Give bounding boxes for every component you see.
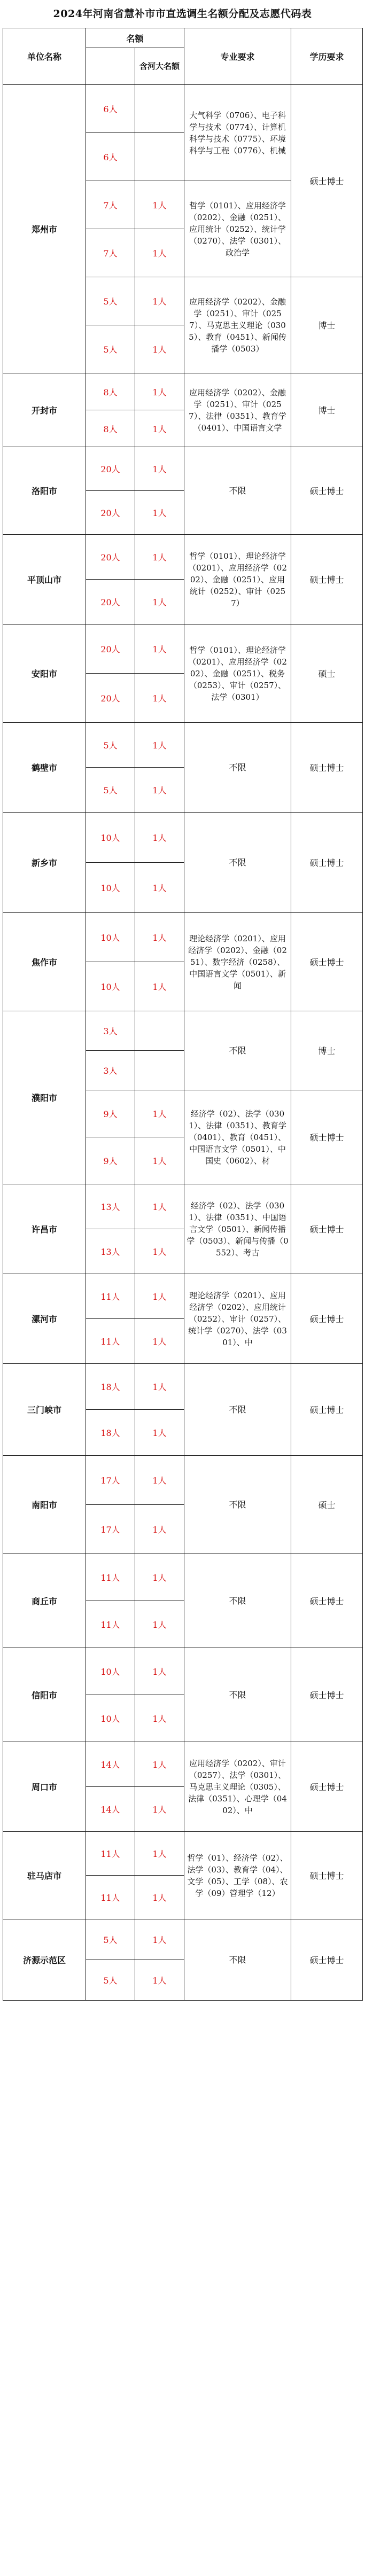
degree-requirement: 硕士博士: [291, 535, 363, 625]
degree-requirement: 硕士博士: [291, 85, 363, 277]
major-text: 哲学（01）、经济学（02）、法学（03）、教育学（04）、文学（05）、工学（08）、农学（09）管理学（12）: [187, 1853, 288, 1898]
major-requirement: [184, 625, 291, 723]
table-row: [3, 1742, 363, 1787]
city-name: 商丘市: [3, 1554, 86, 1648]
major-text: 经济学（02）、法学（0301）、法律（0351）、中国语言文学（0501）、新闻传播学（0503）、新闻与传播（0552）、考古: [187, 1200, 289, 1258]
major-requirement: 不限: [184, 1554, 291, 1648]
table-row: [3, 625, 363, 674]
degree-requirement: 硕士博士: [291, 1648, 363, 1742]
header-unit: 单位名称: [3, 28, 86, 85]
major-requirement: [184, 1832, 291, 1919]
city-name: 洛阳市: [3, 447, 86, 535]
major-requirement: [184, 535, 291, 625]
city-name: 郑州市: [3, 85, 86, 373]
henu-quota-cell: 1人: [135, 1832, 184, 1876]
quota-cell: 11人: [86, 1319, 135, 1364]
degree-requirement: 硕士博士: [291, 813, 363, 913]
henu-quota-cell: 1人: [135, 1410, 184, 1456]
header-quota: 名额: [86, 28, 184, 48]
header-quota-sub: 含河大名额: [135, 48, 184, 85]
major-requirement: 不限: [184, 1919, 291, 2001]
degree-requirement: 硕士博士: [291, 1184, 363, 1274]
quota-cell: 20人: [86, 491, 135, 535]
quota-cell: 18人: [86, 1410, 135, 1456]
city-name: 信阳市: [3, 1648, 86, 1742]
quota-cell: 6人: [86, 133, 135, 181]
table-row: [3, 1011, 363, 1051]
henu-quota-cell: 1人: [135, 373, 184, 410]
table-row: [3, 1456, 363, 1505]
table-row: [3, 1648, 363, 1695]
major-requirement: [184, 85, 291, 181]
quota-cell: 8人: [86, 410, 135, 447]
quota-cell: 20人: [86, 625, 135, 674]
table-row: [3, 1832, 363, 1876]
major-requirement: [184, 1090, 291, 1184]
major-requirement: 不限: [184, 1011, 291, 1090]
major-requirement: [184, 1274, 291, 1364]
header-row: [3, 28, 363, 48]
henu-quota-cell: 1人: [135, 1090, 184, 1137]
quota-cell: 20人: [86, 535, 135, 580]
city-name: 济源示范区: [3, 1919, 86, 2001]
henu-quota-cell: 1人: [135, 962, 184, 1011]
henu-quota-cell: 1人: [135, 1787, 184, 1832]
header-degree: 学历要求: [291, 28, 363, 85]
major-requirement: [184, 913, 291, 1011]
major-text: 应用经济学（0202）、金融学（0251）、审计（0257）、马克思主义理论（0305）、教育（0451）、新闻传播学（0503）: [189, 296, 286, 354]
table-row: [3, 535, 363, 580]
henu-quota-cell: 1人: [135, 535, 184, 580]
quota-cell: 11人: [86, 1832, 135, 1876]
major-requirement: 不限: [184, 723, 291, 813]
quota-cell: 20人: [86, 580, 135, 625]
degree-requirement: 硕士博士: [291, 1364, 363, 1456]
major-requirement: [184, 277, 291, 373]
table-row: [3, 913, 363, 962]
major-text: 哲学（0101）、理论经济学（0201）、应用经济学（0202）、金融（0251）、应用统计（0252）、审计（0257）: [188, 551, 287, 608]
henu-quota-cell: 1人: [135, 674, 184, 723]
major-text: 经济学（02）、法学（0301）、法律（0351）、教育学（0401）、教育（0451）、中国语言文学（0501）、中国史（0602）、材: [189, 1109, 286, 1166]
henu-quota-cell: [135, 133, 184, 181]
degree-requirement: 硕士博士: [291, 1832, 363, 1919]
quota-cell: 10人: [86, 1695, 135, 1742]
henu-quota-cell: 1人: [135, 229, 184, 277]
henu-quota-cell: 1人: [135, 1695, 184, 1742]
table-row: [3, 1554, 363, 1601]
major-text: 应用经济学（0202）、审计（0257）、法学（0301）、马克思主义理论（0305）、法律（0351）、心理学（0402）、中: [188, 1758, 287, 1815]
quota-cell: 3人: [86, 1051, 135, 1090]
major-requirement: 不限: [184, 447, 291, 535]
henu-quota-cell: 1人: [135, 580, 184, 625]
henu-quota-cell: 1人: [135, 1648, 184, 1695]
city-name: 周口市: [3, 1742, 86, 1832]
city-name: 三门峡市: [3, 1364, 86, 1456]
quota-cell: 11人: [86, 1601, 135, 1648]
degree-requirement: 硕士博士: [291, 1090, 363, 1184]
major-text: 哲学（0101）、理论经济学（0201）、应用经济学（0202）、金融（0251）、税务（0253）、审计（0257）、法学（0301）: [188, 645, 287, 702]
major-requirement: [184, 373, 291, 447]
table-row: [3, 1364, 363, 1410]
degree-requirement: 硕士博士: [291, 723, 363, 813]
quota-cell: 20人: [86, 447, 135, 491]
henu-quota-cell: 1人: [135, 1876, 184, 1919]
henu-quota-cell: [135, 1051, 184, 1090]
degree-requirement: 博士: [291, 373, 363, 447]
quota-cell: 7人: [86, 229, 135, 277]
henu-quota-cell: [135, 85, 184, 133]
table-row: [3, 447, 363, 491]
quota-cell: 10人: [86, 813, 135, 863]
major-text: 应用经济学（0202）、金融学（0251）、审计（0257）、法律（0351）、教育学（0401）、中国语言文学: [189, 387, 286, 433]
henu-quota-cell: 1人: [135, 325, 184, 373]
city-name: 安阳市: [3, 625, 86, 723]
henu-quota-cell: 1人: [135, 1601, 184, 1648]
header-major: 专业要求: [184, 28, 291, 85]
table-row: [3, 1919, 363, 1960]
city-name: 驻马店市: [3, 1832, 86, 1919]
quota-cell: 11人: [86, 1554, 135, 1601]
henu-quota-cell: 1人: [135, 1960, 184, 2001]
degree-requirement: 硕士博士: [291, 1919, 363, 2001]
major-requirement: [184, 1742, 291, 1832]
quota-cell: 6人: [86, 85, 135, 133]
degree-requirement: 博士: [291, 1011, 363, 1090]
degree-requirement: 硕士博士: [291, 913, 363, 1011]
major-requirement: 不限: [184, 1456, 291, 1554]
major-requirement: 不限: [184, 813, 291, 913]
henu-quota-cell: 1人: [135, 768, 184, 813]
page-title: 2024年河南省慧补市市直选调生名额分配及志愿代码表: [53, 8, 312, 20]
quota-cell: 20人: [86, 674, 135, 723]
quota-cell: 14人: [86, 1742, 135, 1787]
quota-cell: 10人: [86, 962, 135, 1011]
henu-quota-cell: 1人: [135, 1456, 184, 1505]
quota-cell: 5人: [86, 768, 135, 813]
table-row: [3, 85, 363, 133]
quota-cell: 10人: [86, 863, 135, 913]
henu-quota-cell: 1人: [135, 1505, 184, 1554]
degree-requirement: 硕士博士: [291, 1274, 363, 1364]
major-text: 理论经济学（0201）、应用经济学（0202）、金融（0251）、数字经济（0258）、中国语言文学（0501）、新闻: [188, 933, 287, 990]
city-name: 濮阳市: [3, 1011, 86, 1184]
quota-cell: 10人: [86, 1648, 135, 1695]
major-requirement: [184, 1184, 291, 1274]
degree-requirement: 硕士: [291, 625, 363, 723]
degree-requirement: 博士: [291, 277, 363, 373]
header-quota-blank: [86, 48, 135, 85]
henu-quota-cell: 1人: [135, 1364, 184, 1410]
table-row: [3, 1274, 363, 1319]
degree-requirement: 硕士博士: [291, 1742, 363, 1832]
degree-requirement: 硕士博士: [291, 1554, 363, 1648]
table-row: [3, 373, 363, 410]
henu-quota-cell: 1人: [135, 1742, 184, 1787]
quota-cell: 13人: [86, 1184, 135, 1229]
henu-quota-cell: 1人: [135, 1554, 184, 1601]
quota-cell: 11人: [86, 1876, 135, 1919]
quota-table: [3, 28, 363, 2001]
quota-cell: 11人: [86, 1274, 135, 1319]
henu-quota-cell: 1人: [135, 410, 184, 447]
quota-cell: 9人: [86, 1137, 135, 1184]
quota-cell: 17人: [86, 1456, 135, 1505]
quota-cell: 9人: [86, 1090, 135, 1137]
city-name: 南阳市: [3, 1456, 86, 1554]
henu-quota-cell: 1人: [135, 1229, 184, 1274]
major-requirement: [184, 181, 291, 277]
major-text: 理论经济学（0201）、应用经济学（0202）、应用统计（0252）、审计（0257）、统计学（0270）、法学（0301）、中: [188, 1290, 287, 1347]
quota-cell: 5人: [86, 723, 135, 768]
city-name: 平顶山市: [3, 535, 86, 625]
city-name: 漯河市: [3, 1274, 86, 1364]
henu-quota-cell: 1人: [135, 1919, 184, 1960]
quota-cell: 17人: [86, 1505, 135, 1554]
quota-cell: 8人: [86, 373, 135, 410]
quota-cell: 10人: [86, 913, 135, 962]
quota-cell: 7人: [86, 181, 135, 229]
table-row: [3, 813, 363, 863]
quota-cell: 18人: [86, 1364, 135, 1410]
henu-quota-cell: 1人: [135, 181, 184, 229]
degree-requirement: 硕士博士: [291, 447, 363, 535]
major-requirement: 不限: [184, 1648, 291, 1742]
henu-quota-cell: 1人: [135, 863, 184, 913]
henu-quota-cell: 1人: [135, 491, 184, 535]
table-row: [3, 723, 363, 768]
henu-quota-cell: 1人: [135, 625, 184, 674]
henu-quota-cell: 1人: [135, 1319, 184, 1364]
major-text: 哲学（0101）、应用经济学（0202）、金融（0251）、应用统计（0252）、统计学（0270）、法学（0301）、政治学: [189, 200, 286, 257]
degree-requirement: 硕士: [291, 1456, 363, 1554]
major-requirement: 不限: [184, 1364, 291, 1456]
henu-quota-cell: 1人: [135, 447, 184, 491]
city-name: 鹤壁市: [3, 723, 86, 813]
henu-quota-cell: 1人: [135, 1137, 184, 1184]
table-row: [3, 1184, 363, 1229]
henu-quota-cell: 1人: [135, 723, 184, 768]
quota-cell: 5人: [86, 1960, 135, 2001]
henu-quota-cell: 1人: [135, 1184, 184, 1229]
henu-quota-cell: 1人: [135, 813, 184, 863]
henu-quota-cell: 1人: [135, 913, 184, 962]
henu-quota-cell: 1人: [135, 1274, 184, 1319]
henu-quota-cell: [135, 1011, 184, 1051]
quota-cell: 5人: [86, 325, 135, 373]
quota-cell: 3人: [86, 1011, 135, 1051]
quota-cell: 13人: [86, 1229, 135, 1274]
city-name: 许昌市: [3, 1184, 86, 1274]
quota-cell: 5人: [86, 1919, 135, 1960]
quota-cell: 14人: [86, 1787, 135, 1832]
henu-quota-cell: 1人: [135, 277, 184, 325]
city-name: 新乡市: [3, 813, 86, 913]
major-text: 大气科学（0706）、电子科学与技术（0774）、计算机科学与技术（0775）、环境科学与工程（0776）、机械: [189, 110, 286, 155]
city-name: 开封市: [3, 373, 86, 447]
city-name: 焦作市: [3, 913, 86, 1011]
quota-cell: 5人: [86, 277, 135, 325]
